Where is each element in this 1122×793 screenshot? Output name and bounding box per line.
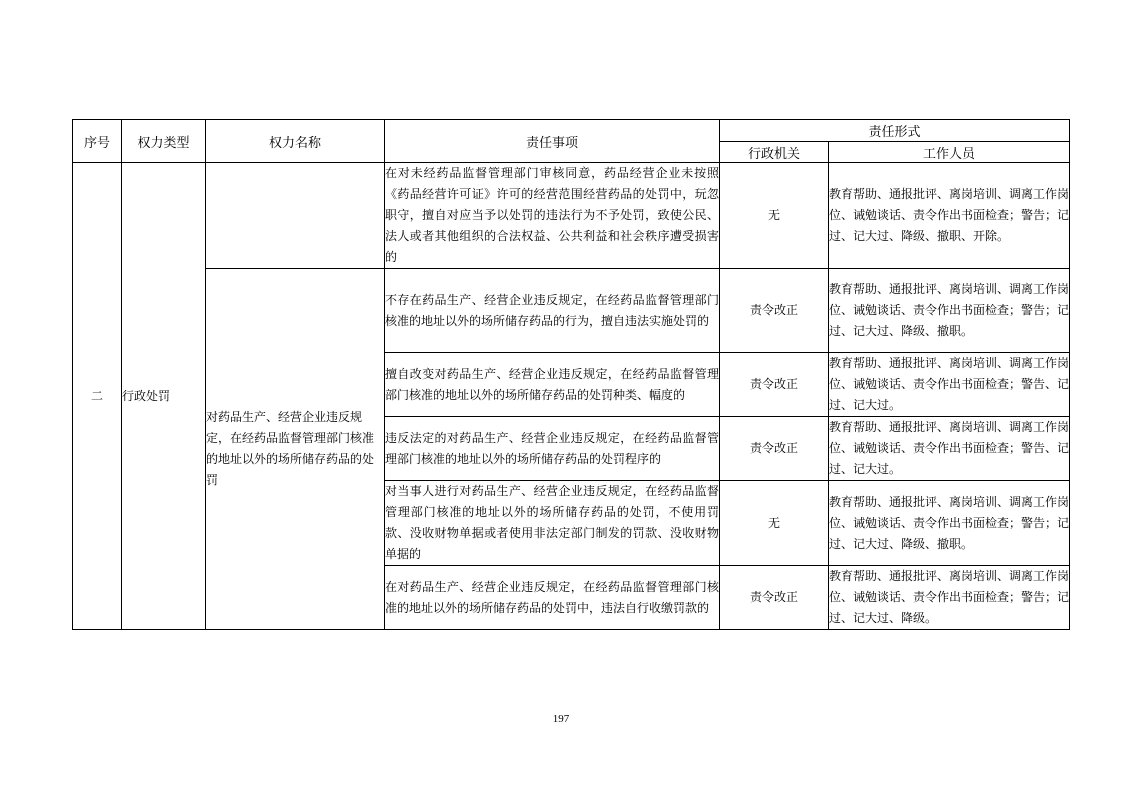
org-cell: 责令改正 bbox=[720, 566, 829, 630]
row-typ: 行政处罚 bbox=[122, 163, 206, 630]
hdr-no: 序号 bbox=[73, 120, 122, 163]
row-nm-blank bbox=[206, 163, 385, 269]
row-no: 二 bbox=[73, 163, 122, 630]
row-nm: 对药品生产、经营企业违反规定，在经药品监督管理部门核准的地址以外的场所储存药品的处罚 bbox=[206, 269, 385, 630]
hdr-nm: 权力名称 bbox=[206, 120, 385, 163]
duty-cell: 擅自改变对药品生产、经营企业违反规定，在经药品监督管理部门核准的地址以外的场所储存药品的处罚种类、幅度的 bbox=[385, 353, 720, 417]
duty-cell: 对当事人进行对药品生产、经营企业违反规定，在经药品监督管理部门核准的地址以外的场所储存药品的处罚，不使用罚款、没收财物单据或者使用非法定部门制发的罚款、没收财物单据的 bbox=[385, 481, 720, 566]
duty-cell: 违反法定的对药品生产、经营企业违反规定，在经药品监督管理部门核准的地址以外的场所储存药品的处罚程序的 bbox=[385, 417, 720, 481]
duty-cell: 不存在药品生产、经营企业违反规定，在经药品监督管理部门核准的地址以外的场所储存药品的行为，擅自违法实施处罚的 bbox=[385, 269, 720, 353]
duty-cell: 在对药品生产、经营企业违反规定，在经药品监督管理部门核准的地址以外的场所储存药品的处罚中，违法自行收缴罚款的 bbox=[385, 566, 720, 630]
hdr-org: 行政机关 bbox=[720, 142, 829, 163]
staff-cell: 教育帮助、通报批评、离岗培训、调离工作岗位、诫勉谈话、责令作出书面检查；警告；记过、记大过、降级、撤职、开除。 bbox=[829, 163, 1070, 269]
org-cell: 无 bbox=[720, 163, 829, 269]
duty-table bbox=[72, 119, 1070, 630]
pg-num: 197 bbox=[552, 713, 570, 725]
staff-cell: 教育帮助、通报批评、离岗培训、调离工作岗位、诫勉谈话、责令作出书面检查；警告；记过、记大过、降级、撤职。 bbox=[829, 481, 1070, 566]
staff-cell: 教育帮助、通报批评、离岗培训、调离工作岗位、诫勉谈话、责令作出书面检查；警告、记过、记大过。 bbox=[829, 353, 1070, 417]
duty-cell: 在对未经药品监督管理部门审核同意，药品经营企业未按照《药品经营许可证》许可的经营范围经营药品的处罚中，玩忽职守，擅自对应当予以处罚的违法行为不予处罚，致使公民、法人或者其他组织的合法权益、公共利益和社会秩序遭受损害的 bbox=[385, 163, 720, 269]
hdr-form: 责任形式 bbox=[720, 120, 1070, 142]
tbl-row bbox=[73, 163, 1070, 269]
hdr-typ: 权力类型 bbox=[122, 120, 206, 163]
staff-cell: 教育帮助、通报批评、离岗培训、调离工作岗位、诫勉谈话、责令作出书面检查；警告、记过、记大过。 bbox=[829, 417, 1070, 481]
staff-cell: 教育帮助、通报批评、离岗培训、调离工作岗位、诫勉谈话、责令作出书面检查；警告；记过、记大过、降级、撤职。 bbox=[829, 269, 1070, 353]
org-cell: 无 bbox=[720, 481, 829, 566]
staff-cell: 教育帮助、通报批评、离岗培训、调离工作岗位、诫勉谈话、责令作出书面检查；警告；记过、记大过、降级。 bbox=[829, 566, 1070, 630]
org-cell: 责令改正 bbox=[720, 417, 829, 481]
org-cell: 责令改正 bbox=[720, 269, 829, 353]
tbl-row bbox=[73, 269, 1070, 353]
hdr-staff: 工作人员 bbox=[829, 142, 1070, 163]
hdr-duty: 责任事项 bbox=[385, 120, 720, 163]
org-cell: 责令改正 bbox=[720, 353, 829, 417]
